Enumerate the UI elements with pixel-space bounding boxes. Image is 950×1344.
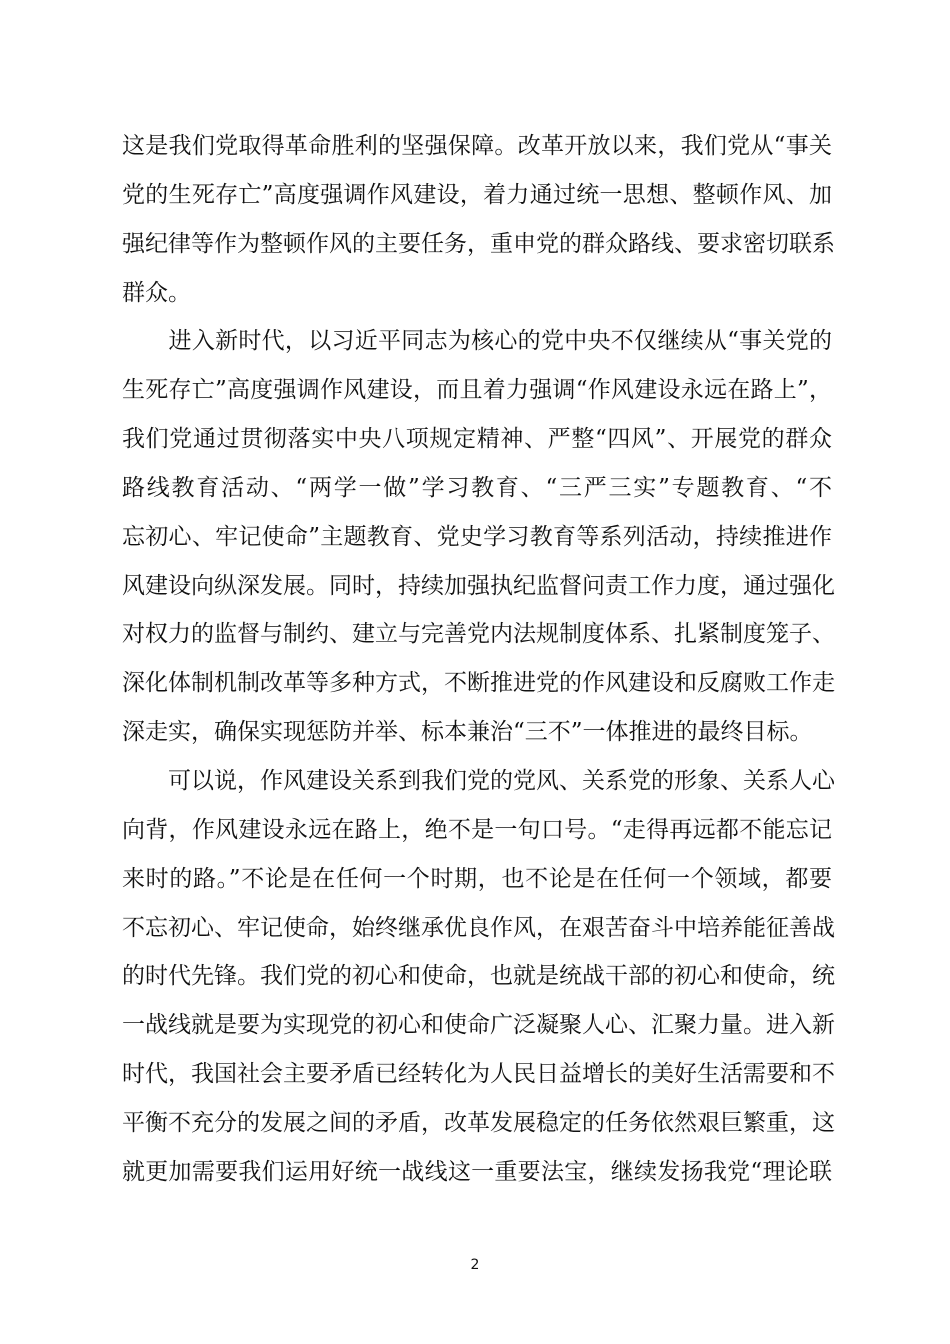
text-line: 一战线就是要为实现党的初心和使命广泛凝聚人心、汇聚力量。进入新 — [122, 1012, 835, 1039]
text-line: 我们党通过贯彻落实中央八项规定精神、严整“四风”、开展党的群众 — [122, 426, 832, 453]
text-line: 路线教育活动、“两学一做”学习教育、“三严三实”专题教育、“不 — [122, 474, 832, 501]
text-line: 平衡不充分的发展之间的矛盾，改革发展稳定的任务依然艰巨繁重，这 — [122, 1109, 835, 1136]
text-line: 对权力的监督与制约、建立与完善党内法规制度体系、扎紧制度笼子、 — [122, 621, 835, 648]
text-line: 的时代先锋。我们党的初心和使命，也就是统战干部的初心和使命，统 — [122, 963, 835, 990]
text-line: 进入新时代，以习近平同志为核心的党中央不仅继续从“事关党的 — [122, 328, 832, 355]
text-line: 风建设向纵深发展。同时，持续加强执纪监督问责工作力度，通过强化 — [122, 572, 835, 599]
text-line: 深走实，确保实现惩防并举、标本兼治“三不”一体推进的最终目标。 — [122, 719, 813, 746]
text-line: 深化体制机制改革等多种方式，不断推进党的作风建设和反腐败工作走 — [122, 670, 835, 697]
text-line: 时代，我国社会主要矛盾已经转化为人民日益增长的美好生活需要和不 — [122, 1061, 835, 1088]
text-line: 忘初心、牢记使命”主题教育、党史学习教育等系列活动，持续推进作 — [122, 523, 832, 550]
text-line: 向背，作风建设永远在路上，绝不是一句口号。“走得再远都不能忘记 — [122, 816, 832, 843]
text-line: 不忘初心、牢记使命，始终继承优良作风，在艰苦奋斗中培养能征善战 — [122, 914, 835, 941]
text-line: 这是我们党取得革命胜利的坚强保障。改革开放以来，我们党从“事关 — [122, 133, 832, 159]
text-line: 群众。 — [122, 279, 191, 306]
page-number: 2 — [470, 1257, 480, 1273]
body-text — [122, 122, 835, 1197]
text-line: 强纪律等作为整顿作风的主要任务，重申党的群众路线、要求密切联系 — [122, 230, 835, 257]
text-line: 生死存亡”高度强调作风建设，而且着力强调“作风建设永远在路上”， — [122, 377, 832, 404]
text-line: 可以说，作风建设关系到我们党的党风、关系党的形象、关系人心 — [122, 767, 835, 794]
text-line: 党的生死存亡”高度强调作风建设，着力通过统一思想、整顿作风、加 — [122, 181, 832, 208]
text-line: 来时的路。”不论是在任何一个时期，也不论是在任何一个领域，都要 — [122, 865, 832, 892]
text-line: 就更加需要我们运用好统一战线这一重要法宝，继续发扬我党“理论联 — [122, 1158, 832, 1185]
